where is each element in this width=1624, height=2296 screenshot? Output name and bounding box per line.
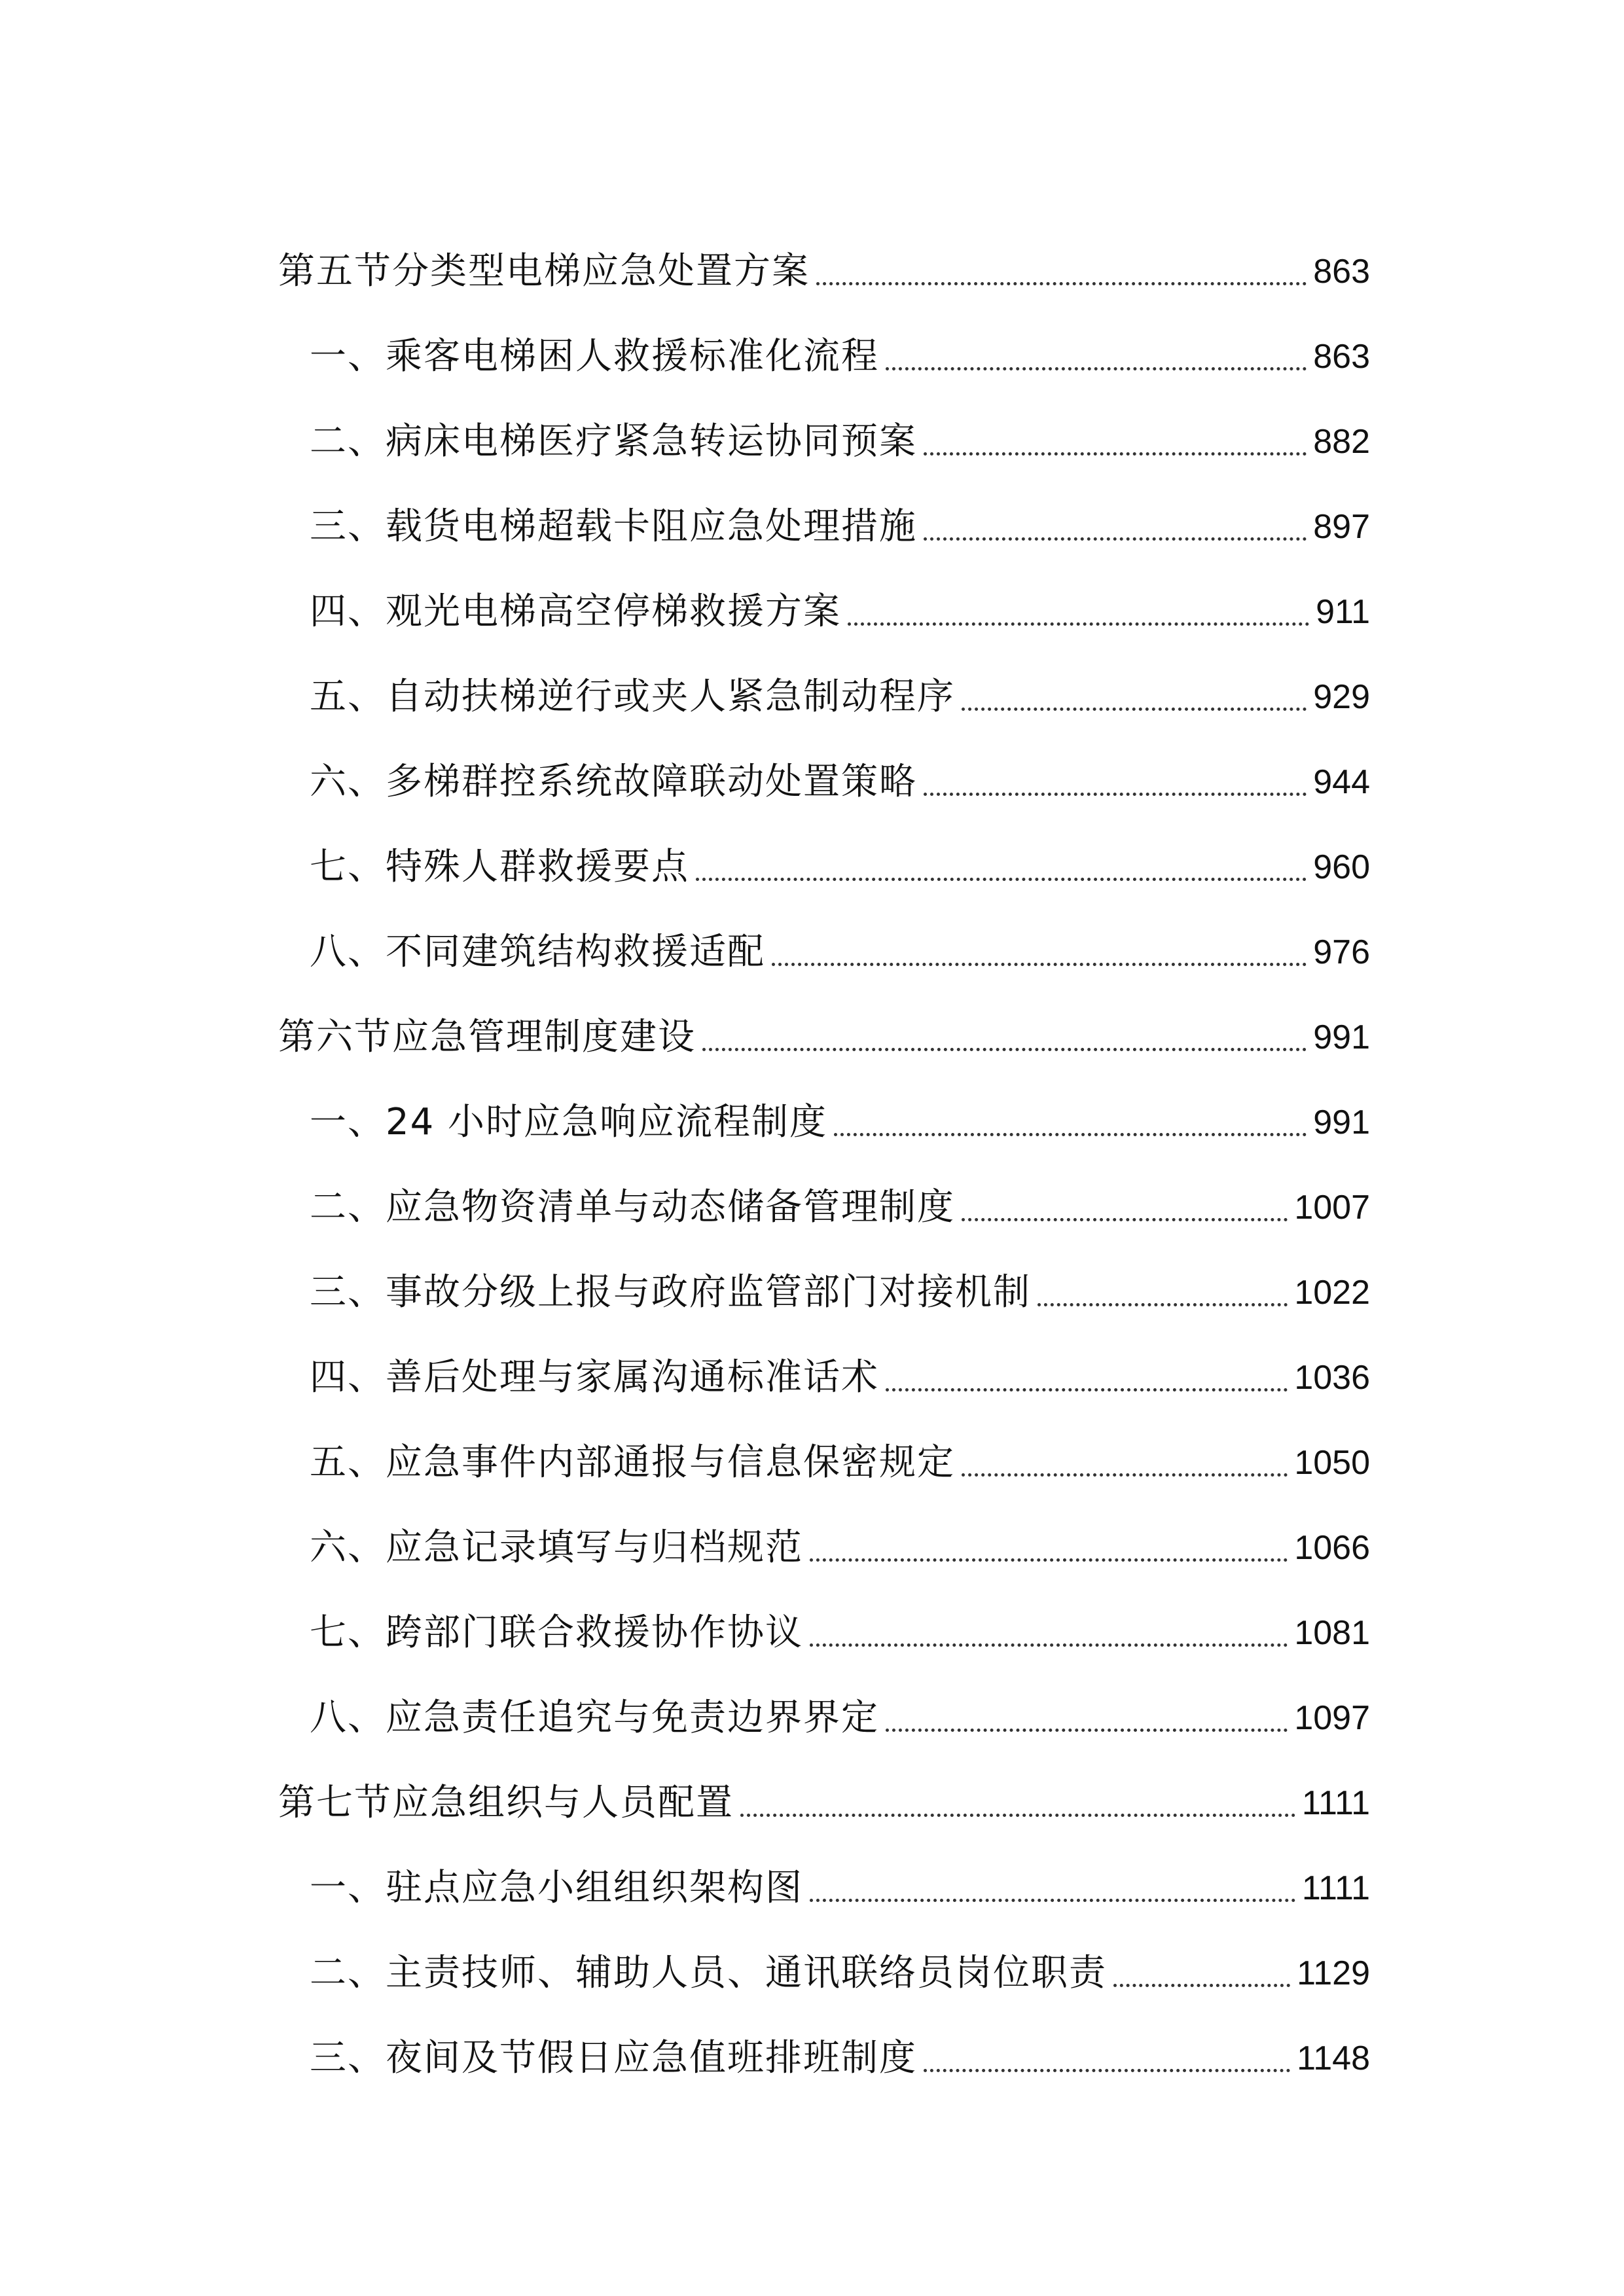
toc-entry-title: 一、驻点应急小组组织架构图 [310,1867,803,1909]
toc-subsection-entry[interactable] [278,805,1370,890]
toc-subsection-entry[interactable] [278,1060,1370,1145]
toc-page-number: 1111 [1301,1784,1370,1822]
toc-dot-leader [810,1643,1288,1647]
toc-subsection-entry[interactable] [278,550,1370,635]
toc-page-number: 1050 [1294,1444,1370,1482]
toc-section-entry[interactable] [278,209,1370,295]
toc-entry-title: 三、夜间及节假日应急值班排班制度 [310,2037,917,2079]
toc-page-number: 1036 [1294,1359,1370,1397]
toc-entry-title: 二、病床电梯医疗紧急转运协同预案 [310,420,917,463]
toc-entry-title: 一、乘客电梯困人救援标准化流程 [310,335,879,378]
toc-entry-title: 一、24 小时应急响应流程制度 [310,1101,828,1143]
toc-entry-title: 三、载货电梯超载卡阻应急处理措施 [310,505,917,548]
toc-entry-title: 七、跨部门联合救援协作协议 [310,1611,803,1654]
toc-page-number: 897 [1313,508,1370,546]
toc-dot-leader [810,1558,1288,1562]
toc-dot-leader [924,793,1307,796]
toc-entry-title: 七、特殊人群救援要点 [310,846,689,888]
toc-subsection-entry[interactable] [278,635,1370,720]
toc-entry-title: 八、应急责任追究与免责边界界定 [310,1696,879,1739]
toc-section-entry[interactable] [278,975,1370,1060]
toc-dot-leader [886,1729,1288,1732]
toc-page-number: 944 [1313,763,1370,801]
toc-subsection-entry[interactable] [278,1316,1370,1401]
toc-page-number: 1081 [1294,1614,1370,1652]
toc-page-number: 929 [1313,678,1370,716]
toc-subsection-entry[interactable] [278,1401,1370,1486]
toc-subsection-entry[interactable] [278,1486,1370,1571]
toc-subsection-entry[interactable] [278,465,1370,550]
toc-page-number: 1097 [1294,1699,1370,1737]
toc-subsection-entry[interactable] [278,1996,1370,2081]
toc-page-number: 863 [1313,253,1370,291]
toc-subsection-entry[interactable] [278,1571,1370,1656]
toc-entry-title: 二、主责技师、辅助人员、通讯联络员岗位职责 [310,1952,1107,1994]
toc-dot-leader [810,1899,1295,1902]
toc-dot-leader [1113,1984,1290,1987]
toc-dot-leader [816,282,1307,285]
toc-dot-leader [924,537,1307,541]
toc-entry-title: 四、善后处理与家属沟通标准话术 [310,1356,879,1399]
toc-dot-leader [962,1218,1288,1221]
toc-entry-title: 五、自动扶梯逆行或夹人紧急制动程序 [310,675,955,718]
toc-dot-leader [702,1048,1307,1051]
toc-page-number: 911 [1316,593,1370,631]
toc-subsection-entry[interactable] [278,720,1370,805]
toc-entry-title: 五、应急事件内部通报与信息保密规定 [310,1441,955,1484]
toc-subsection-entry[interactable] [278,295,1370,380]
toc-dot-leader [886,367,1307,370]
toc-page-number: 1129 [1297,1954,1370,1992]
toc-entry-title: 六、多梯群控系统故障联动处置策略 [310,761,917,803]
toc-page-number: 1022 [1294,1274,1370,1312]
toc-page-number: 976 [1313,933,1370,971]
toc-entry-title: 第五节分类型电梯应急处置方案 [278,250,810,293]
toc-entry-title: 第六节应急管理制度建设 [278,1016,696,1058]
toc-page-number: 863 [1313,338,1370,376]
toc-subsection-entry[interactable] [278,380,1370,465]
toc-dot-leader [834,1133,1307,1136]
toc-dot-leader [1038,1303,1288,1306]
toc-entry-title: 八、不同建筑结构救援适配 [310,931,765,973]
toc-dot-leader [924,2069,1290,2072]
toc-subsection-entry[interactable] [278,1230,1370,1316]
toc-dot-leader [886,1388,1288,1391]
toc-page-number: 991 [1313,1103,1370,1141]
toc-page-number: 1111 [1301,1869,1370,1907]
table-of-contents [278,209,1370,2081]
toc-subsection-entry[interactable] [278,1656,1370,1741]
toc-subsection-entry[interactable] [278,1145,1370,1230]
toc-dot-leader [740,1814,1295,1817]
toc-page-number: 882 [1313,423,1370,461]
toc-dot-leader [962,1473,1288,1477]
toc-section-entry[interactable] [278,1741,1370,1826]
toc-entry-title: 六、应急记录填写与归档规范 [310,1526,803,1569]
toc-subsection-entry[interactable] [278,1911,1370,1996]
toc-page-number: 1066 [1294,1529,1370,1567]
toc-dot-leader [962,708,1307,711]
toc-entry-title: 三、事故分级上报与政府监管部门对接机制 [310,1271,1031,1314]
toc-entry-title: 二、应急物资清单与动态储备管理制度 [310,1186,955,1229]
toc-dot-leader [924,452,1307,456]
toc-entry-title: 第七节应急组织与人员配置 [278,1782,734,1824]
toc-page-number: 991 [1313,1018,1370,1056]
toc-page-number: 1148 [1297,2039,1370,2077]
toc-dot-leader [848,622,1309,626]
toc-page-number: 960 [1313,848,1370,886]
toc-subsection-entry[interactable] [278,1826,1370,1911]
toc-page-number: 1007 [1294,1189,1370,1227]
toc-dot-leader [772,963,1307,966]
toc-entry-title: 四、观光电梯高空停梯救援方案 [310,590,841,633]
toc-subsection-entry[interactable] [278,890,1370,975]
toc-dot-leader [696,878,1307,881]
